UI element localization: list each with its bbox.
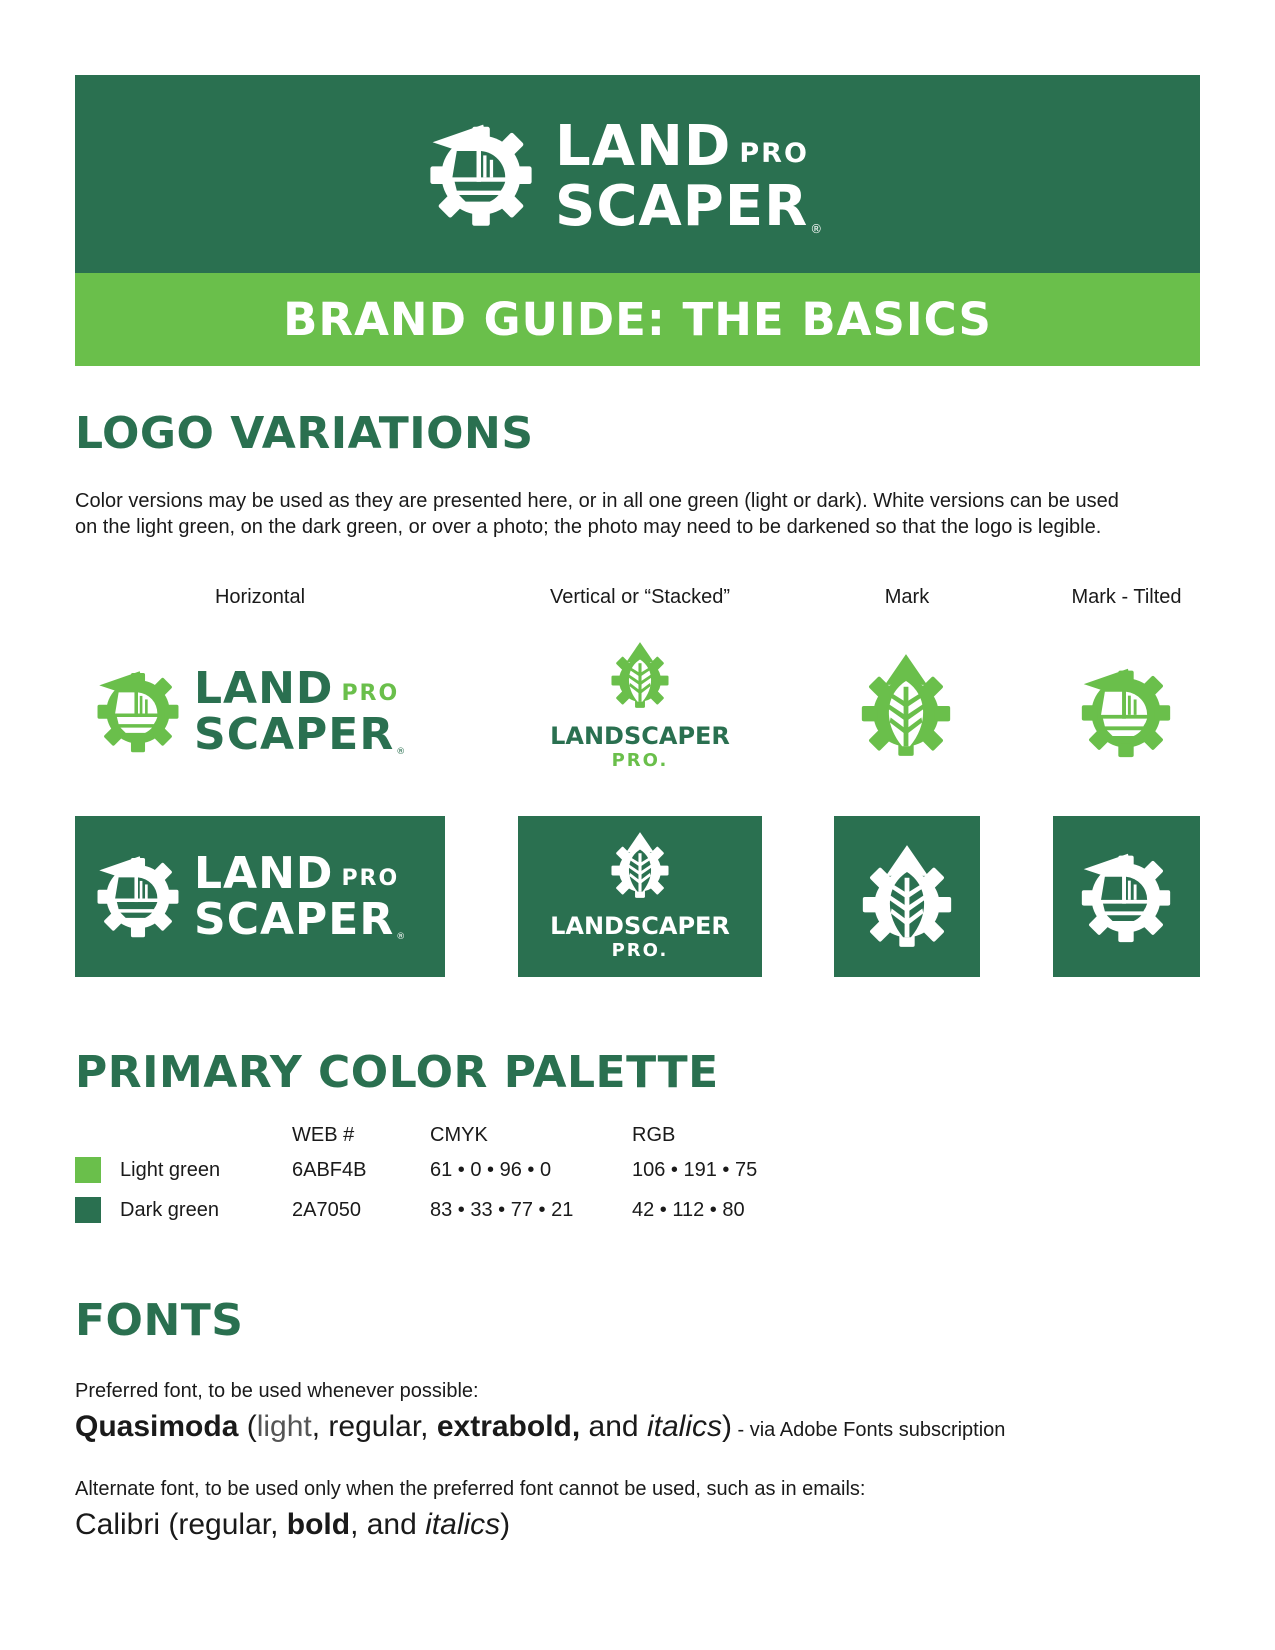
description-line-2: on the light green, on the dark green, or over a photo; the photo may need to be darkened so that the logo is legible. <box>75 516 1102 538</box>
logo-mark-tilted-icon <box>1078 663 1174 759</box>
preferred-font-line <box>75 1410 1005 1444</box>
label-horizontal: Horizontal <box>214 586 306 608</box>
logo-mark-tilted-icon <box>1078 848 1174 944</box>
comma: , <box>311 1410 329 1443</box>
logo-mark-icon <box>426 118 536 228</box>
reversed-wordmark <box>194 848 407 945</box>
style-regular: regular <box>178 1508 271 1541</box>
color-name: Light green <box>120 1159 221 1181</box>
header-banner-dark <box>75 75 1200 273</box>
logo-mark-icon <box>94 851 182 939</box>
stacked-wordmark: LANDSCAPER <box>550 722 730 750</box>
style-light: light <box>256 1410 312 1443</box>
logo-mark-icon <box>609 640 671 710</box>
stacked-pro: PRO. <box>611 750 669 771</box>
wordmark-land: LAND <box>555 114 732 179</box>
wordmark-scaper: SCAPER <box>194 894 395 945</box>
palette-header-rgb: RGB <box>632 1124 676 1146</box>
wordmark-land: LAND <box>194 848 334 899</box>
wordmark-pro: PRO <box>341 681 400 706</box>
alternate-font-line <box>75 1508 510 1542</box>
color-web: 6ABF4B <box>292 1159 367 1181</box>
wordmark-pro: PRO <box>739 138 809 169</box>
preferred-font-intro: Preferred font, to be used whenever possible: <box>75 1380 479 1402</box>
registered-mark: ® <box>396 747 407 757</box>
color-rgb: 42 • 112 • 80 <box>632 1199 745 1221</box>
wordmark-scaper: SCAPER <box>555 174 809 239</box>
logo-mark-tilted-reversed <box>1053 816 1200 977</box>
style-bold: bold <box>286 1508 351 1541</box>
registered-mark: ® <box>810 222 824 236</box>
comma: , <box>270 1508 287 1541</box>
stacked-wordmark: LANDSCAPER <box>550 912 730 940</box>
paren-open: ( <box>160 1508 179 1541</box>
style-extrabold: extrabold, <box>436 1410 581 1443</box>
wordmark-scaper: SCAPER <box>194 709 395 760</box>
and-text: and <box>580 1410 647 1443</box>
palette-row-light-green <box>75 1157 775 1187</box>
paren-close: ) <box>721 1410 732 1443</box>
logo-stacked-reversed <box>518 816 762 977</box>
logo-horizontal-reversed <box>75 816 445 977</box>
logo-mark-upright-icon <box>858 652 954 758</box>
wordmark-land: LAND <box>194 663 334 714</box>
comma: , <box>420 1410 437 1443</box>
wordmark-pro: PRO <box>341 866 400 891</box>
banner-title: BRAND GUIDE: THE BASICS <box>283 293 992 346</box>
swatch-dark-green <box>75 1197 101 1223</box>
label-mark-tilted: Mark - Tilted <box>1071 586 1182 608</box>
color-web: 2A7050 <box>292 1199 361 1221</box>
palette-header-web: WEB # <box>292 1124 355 1146</box>
header-banner-light <box>75 273 1200 366</box>
logo-mark-icon <box>609 830 671 900</box>
color-name: Dark green <box>120 1199 219 1221</box>
swatch-light-green <box>75 1157 101 1183</box>
label-vertical: Vertical or “Stacked” <box>549 586 731 608</box>
logo-horizontal-color <box>94 661 454 761</box>
palette-header-cmyk: CMYK <box>430 1124 488 1146</box>
style-regular: regular <box>328 1410 421 1443</box>
logo-mark-upright-icon <box>859 843 955 949</box>
color-rgb: 106 • 191 • 75 <box>632 1159 758 1181</box>
palette-title: PRIMARY COLOR PALETTE <box>75 1047 719 1098</box>
paren-close: ) <box>500 1508 511 1541</box>
logo-variations-title: LOGO VARIATIONS <box>75 408 534 459</box>
alternate-font-intro: Alternate font, to be used only when the preferred font cannot be used, such as in emails: <box>75 1478 866 1500</box>
header-wordmark <box>555 114 824 239</box>
paren-open: ( <box>238 1410 257 1443</box>
stacked-pro: PRO. <box>611 940 669 961</box>
comma-and: , and <box>350 1508 426 1541</box>
preferred-font-name: Quasimoda <box>75 1410 239 1443</box>
style-italics: italics <box>425 1508 501 1541</box>
label-mark: Mark <box>884 586 930 608</box>
description-line-1: Color versions may be used as they are presented here, or in all one green (light or dark). White versions can be used <box>75 490 1119 512</box>
fonts-title: FONTS <box>75 1295 244 1346</box>
style-italics: italics <box>646 1410 722 1443</box>
registered-mark: ® <box>396 932 407 942</box>
color-cmyk: 83 • 33 • 77 • 21 <box>430 1199 574 1221</box>
palette-row-dark-green <box>75 1197 775 1227</box>
logo-stacked-color <box>518 640 762 780</box>
preferred-font-note: - via Adobe Fonts subscription <box>731 1419 1006 1441</box>
alternate-font-name: Calibri <box>75 1508 161 1541</box>
logo-mark-icon <box>94 666 182 754</box>
horizontal-wordmark <box>194 663 407 760</box>
color-cmyk: 61 • 0 • 96 • 0 <box>430 1159 552 1181</box>
logo-variations-description <box>75 488 1205 540</box>
logo-mark-reversed <box>834 816 980 977</box>
